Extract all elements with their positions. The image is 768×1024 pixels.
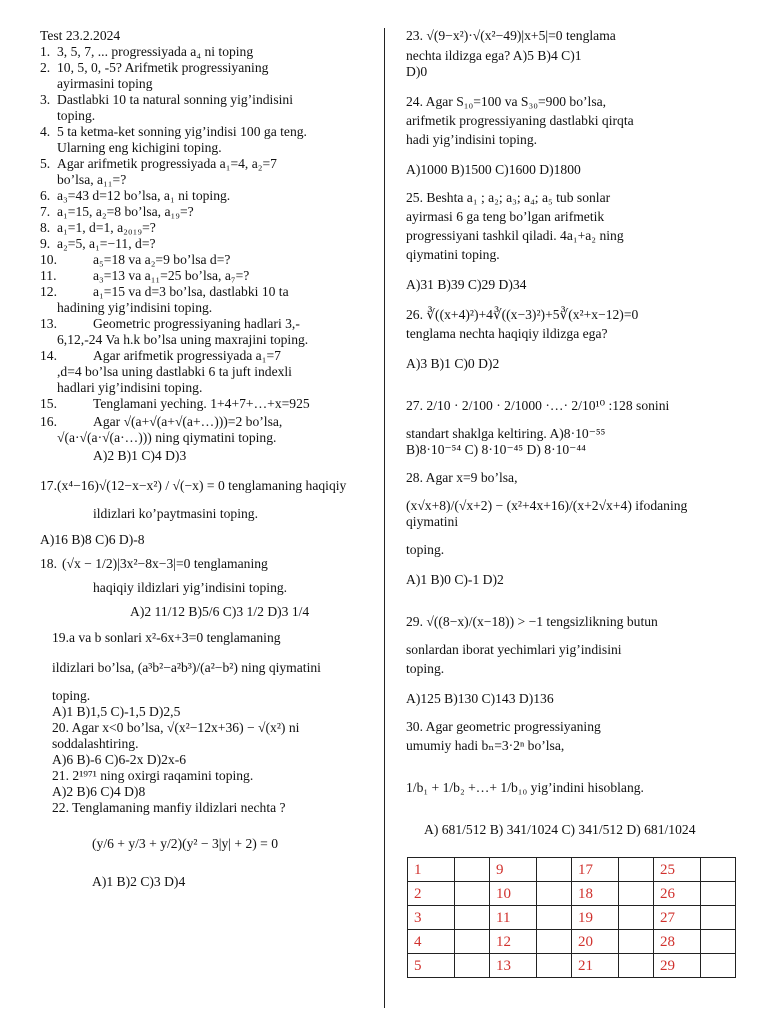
answer-number-cell: 29 <box>654 954 701 978</box>
question-29-options: A)125 B)130 C)143 D)136 <box>406 691 554 706</box>
question-27: 27. 2/10 · 2/100 · 2/1000 ·…· 2/10¹⁰ :128 sonini <box>406 398 670 413</box>
answer-input-cell[interactable] <box>701 930 736 954</box>
question-27-options: B)8·10⁻⁵⁴ C) 8·10⁻⁴⁵ D) 8·10⁻⁴⁴ <box>406 442 586 457</box>
answer-number-cell: 18 <box>572 882 619 906</box>
answer-grid-row <box>408 882 736 906</box>
answer-number-cell: 5 <box>408 954 455 978</box>
question-28-expression: (x√x+8)/(√x+2) − (x²+4x+16)/(x+2√x+4) ifodaning qiymatini <box>406 498 688 529</box>
answer-grid-row <box>408 930 736 954</box>
answer-number-cell: 9 <box>490 858 537 882</box>
question-24-text: arifmetik progressiyaning dastlabki qirqta <box>406 113 634 128</box>
question-26: 26. ∛((x+4)²)+4∛((x−3)²)+5∛(x²+x−12)=0 <box>406 307 639 322</box>
question-28-text: toping. <box>406 542 445 557</box>
answer-input-cell[interactable] <box>619 930 654 954</box>
question-25: 25. Beshta a₁ ; a₂; a₃; a₄; a₅ tub sonlar <box>406 190 611 205</box>
answer-number-cell: 21 <box>572 954 619 978</box>
question-22-equation: (y/6 + y/3 + y/2)(y² − 3|y| + 2) = 0 <box>92 836 279 851</box>
question-19-text: ildizlari bo’lsa, (a³b²−a²b³)/(a²−b²) ning qiymatini <box>52 660 321 675</box>
left-column <box>40 28 370 890</box>
question-24-text-2: hadi yig’indisini toping. <box>406 132 538 147</box>
answer-grid-row <box>408 954 736 978</box>
answer-input-cell[interactable] <box>455 930 490 954</box>
question-16-options: A)2 B)1 C)4 D)3 <box>93 448 187 463</box>
question-18: 18. (√x − 1/2)|3x²−8x−3|=0 tenglamaning <box>40 556 268 571</box>
answer-input-cell[interactable] <box>455 954 490 978</box>
answer-grid-row <box>408 906 736 930</box>
question-25-text-3: qiymatini toping. <box>406 247 500 262</box>
answer-number-cell: 17 <box>572 858 619 882</box>
question-29-text-2: toping. <box>406 661 445 676</box>
question-14: 14. Agar arifmetik progressiyada a₁=7 ,d=4 bo’lsa uning dastlabki 6 ta juft indexli hadlari yig’indisini toping. <box>40 348 292 395</box>
question-25-options: A)31 B)39 C)29 D)34 <box>406 277 527 292</box>
answer-input-cell[interactable] <box>701 906 736 930</box>
answer-input-cell[interactable] <box>537 882 572 906</box>
question-29-text: sonlardan iborat yechimlari yig’indisini <box>406 642 622 657</box>
answer-number-cell: 10 <box>490 882 537 906</box>
question-27-text: standart shaklga keltiring. A)8·10⁻⁵⁵ <box>406 426 606 441</box>
question-22: 22. Tenglamaning manfiy ildizlari nechta ? <box>52 800 286 815</box>
answer-input-cell[interactable] <box>537 906 572 930</box>
answer-number-cell: 4 <box>408 930 455 954</box>
answer-number-cell: 27 <box>654 906 701 930</box>
answer-input-cell[interactable] <box>619 882 654 906</box>
question-23-text: nechta ildizga ega? A)5 B)4 C)1 <box>406 48 582 63</box>
question-4: 4. 5 ta ketma-ket sonning yig’indisi 100 ga teng. Ularning eng kichigini toping. <box>40 124 307 155</box>
question-29: 29. √((8−x)/(x−18)) > −1 tengsizlikning butun <box>406 614 658 629</box>
question-28: 28. Agar x=9 bo’lsa, <box>406 470 518 485</box>
question-30-sum: 1/b₁ + 1/b₂ +…+ 1/b₁₀ yig’indini hisoblang. <box>406 780 644 795</box>
question-19: 19.a va b sonlari x²-6x+3=0 tenglamaning <box>52 630 281 645</box>
question-18-options: A)2 11/12 B)5/6 C)3 1/2 D)3 1/4 <box>130 604 310 619</box>
column-divider <box>384 28 385 1008</box>
question-20-text: soddalashtiring. <box>52 736 139 751</box>
question-12: 12. a₁=15 va d=3 bo’lsa, dastlabki 10 ta hadining yig’indisini toping. <box>40 284 289 315</box>
question-23: 23. √(9−x²)·√(x²−49)|x+5|=0 tenglama <box>406 28 616 43</box>
question-9: 9. a₂=5, a₁=−11, d=? <box>40 236 156 251</box>
answer-grid-row <box>408 858 736 882</box>
answer-input-cell[interactable] <box>701 882 736 906</box>
answer-number-cell: 28 <box>654 930 701 954</box>
answer-number-cell: 1 <box>408 858 455 882</box>
question-21: 21. 2¹⁹⁷¹ ning oxirgi raqamini toping. <box>52 768 254 783</box>
question-18-text: haqiqiy ildizlari yig’indisini toping. <box>93 580 288 595</box>
answer-number-cell: 25 <box>654 858 701 882</box>
answer-input-cell[interactable] <box>619 858 654 882</box>
answer-input-cell[interactable] <box>537 858 572 882</box>
question-6: 6. a₃=43 d=12 bo’lsa, a₁ ni toping. <box>40 188 231 203</box>
answer-grid <box>407 857 736 978</box>
question-7: 7. a₁=15, a₂=8 bo’lsa, a₁₉=? <box>40 204 194 219</box>
question-28-options: A)1 B)0 C)-1 D)2 <box>406 572 504 587</box>
question-30-options: A) 681/512 B) 341/1024 C) 341/512 D) 681/1024 <box>424 822 696 837</box>
question-16: 16. Agar √(a+√(a+√(a+…)))=2 bo’lsa, √(a·√(a·√(a·…))) ning qiymatini toping. <box>40 414 283 445</box>
question-25-text-2: progressiyani tashkil qiladi. 4a₁+a₂ ning <box>406 228 624 243</box>
question-26-options: A)3 B)1 C)0 D)2 <box>406 356 500 371</box>
question-19-text-2: toping. <box>52 688 91 703</box>
answer-input-cell[interactable] <box>701 954 736 978</box>
question-24: 24. Agar S₁₀=100 va S₃₀=900 bo’lsa, <box>406 94 607 109</box>
question-3: 3. Dastlabki 10 ta natural sonning yig’indisini toping. <box>40 92 293 123</box>
question-24-options: A)1000 B)1500 C)1600 D)1800 <box>406 162 581 177</box>
answer-number-cell: 20 <box>572 930 619 954</box>
question-1: 1. 3, 5, 7, ... progressiyada a₄ ni toping <box>40 44 254 59</box>
question-19-options: A)1 B)1,5 C)-1,5 D)2,5 <box>52 704 181 719</box>
answer-input-cell[interactable] <box>619 906 654 930</box>
question-22-options: A)1 B)2 C)3 D)4 <box>92 874 186 889</box>
question-30: 30. Agar geometric progressiyaning <box>406 719 601 734</box>
answer-number-cell: 13 <box>490 954 537 978</box>
right-column <box>406 28 728 838</box>
answer-input-cell[interactable] <box>455 858 490 882</box>
answer-number-cell: 3 <box>408 906 455 930</box>
answer-number-cell: 19 <box>572 906 619 930</box>
answer-input-cell[interactable] <box>455 906 490 930</box>
question-26-text: tenglama nechta haqiqiy ildizga ega? <box>406 326 608 341</box>
answer-input-cell[interactable] <box>537 954 572 978</box>
question-13: 13. Geometric progressiyaning hadlari 3,- 6,12,-24 Va h.k bo’lsa uning maxrajini toping. <box>40 316 309 347</box>
question-10: 10. a₅=18 va a₂=9 bo’lsa d=? <box>40 252 231 267</box>
answer-input-cell[interactable] <box>455 882 490 906</box>
answer-input-cell[interactable] <box>537 930 572 954</box>
answer-number-cell: 11 <box>490 906 537 930</box>
question-15: 15. Tenglamani yeching. 1+4+7+…+x=925 <box>40 396 310 411</box>
question-2: 2. 10, 5, 0, -5? Arifmetik progressiyaning ayirmasini toping <box>40 60 269 91</box>
question-17: 17.(x⁴−16)√(12−x−x²) / √(−x) = 0 tenglamaning haqiqiy <box>40 478 347 493</box>
question-11: 11. a₃=13 va a₁₁=25 bo’lsa, a₇=? <box>40 268 250 283</box>
question-21-options: A)2 B)6 C)4 D)8 <box>52 784 146 799</box>
question-17-options: A)16 B)8 C)6 D)-8 <box>40 532 145 547</box>
question-30-text: umumiy hadi bₙ=3·2ⁿ bo’lsa, <box>406 738 565 753</box>
question-17-text: ildizlari ko’paytmasini toping. <box>93 506 258 521</box>
answer-number-cell: 26 <box>654 882 701 906</box>
answer-input-cell[interactable] <box>701 858 736 882</box>
answer-number-cell: 12 <box>490 930 537 954</box>
question-5: 5. Agar arifmetik progressiyada a₁=4, a₂=7 bo’lsa, a₁₁=? <box>40 156 277 187</box>
question-20: 20. Agar x<0 bo’lsa, √(x²−12x+36) − √(x²) ni <box>52 720 300 735</box>
answer-input-cell[interactable] <box>619 954 654 978</box>
question-23-text-2: D)0 <box>406 64 428 79</box>
answer-number-cell: 2 <box>408 882 455 906</box>
question-8: 8. a₁=1, d=1, a₂₀₁₉=? <box>40 220 156 235</box>
question-20-options: A)6 B)-6 C)6-2x D)2x-6 <box>52 752 187 767</box>
question-25-text: ayirmasi 6 ga teng bo’lgan arifmetik <box>406 209 605 224</box>
test-title: Test 23.2.2024 <box>40 28 121 43</box>
